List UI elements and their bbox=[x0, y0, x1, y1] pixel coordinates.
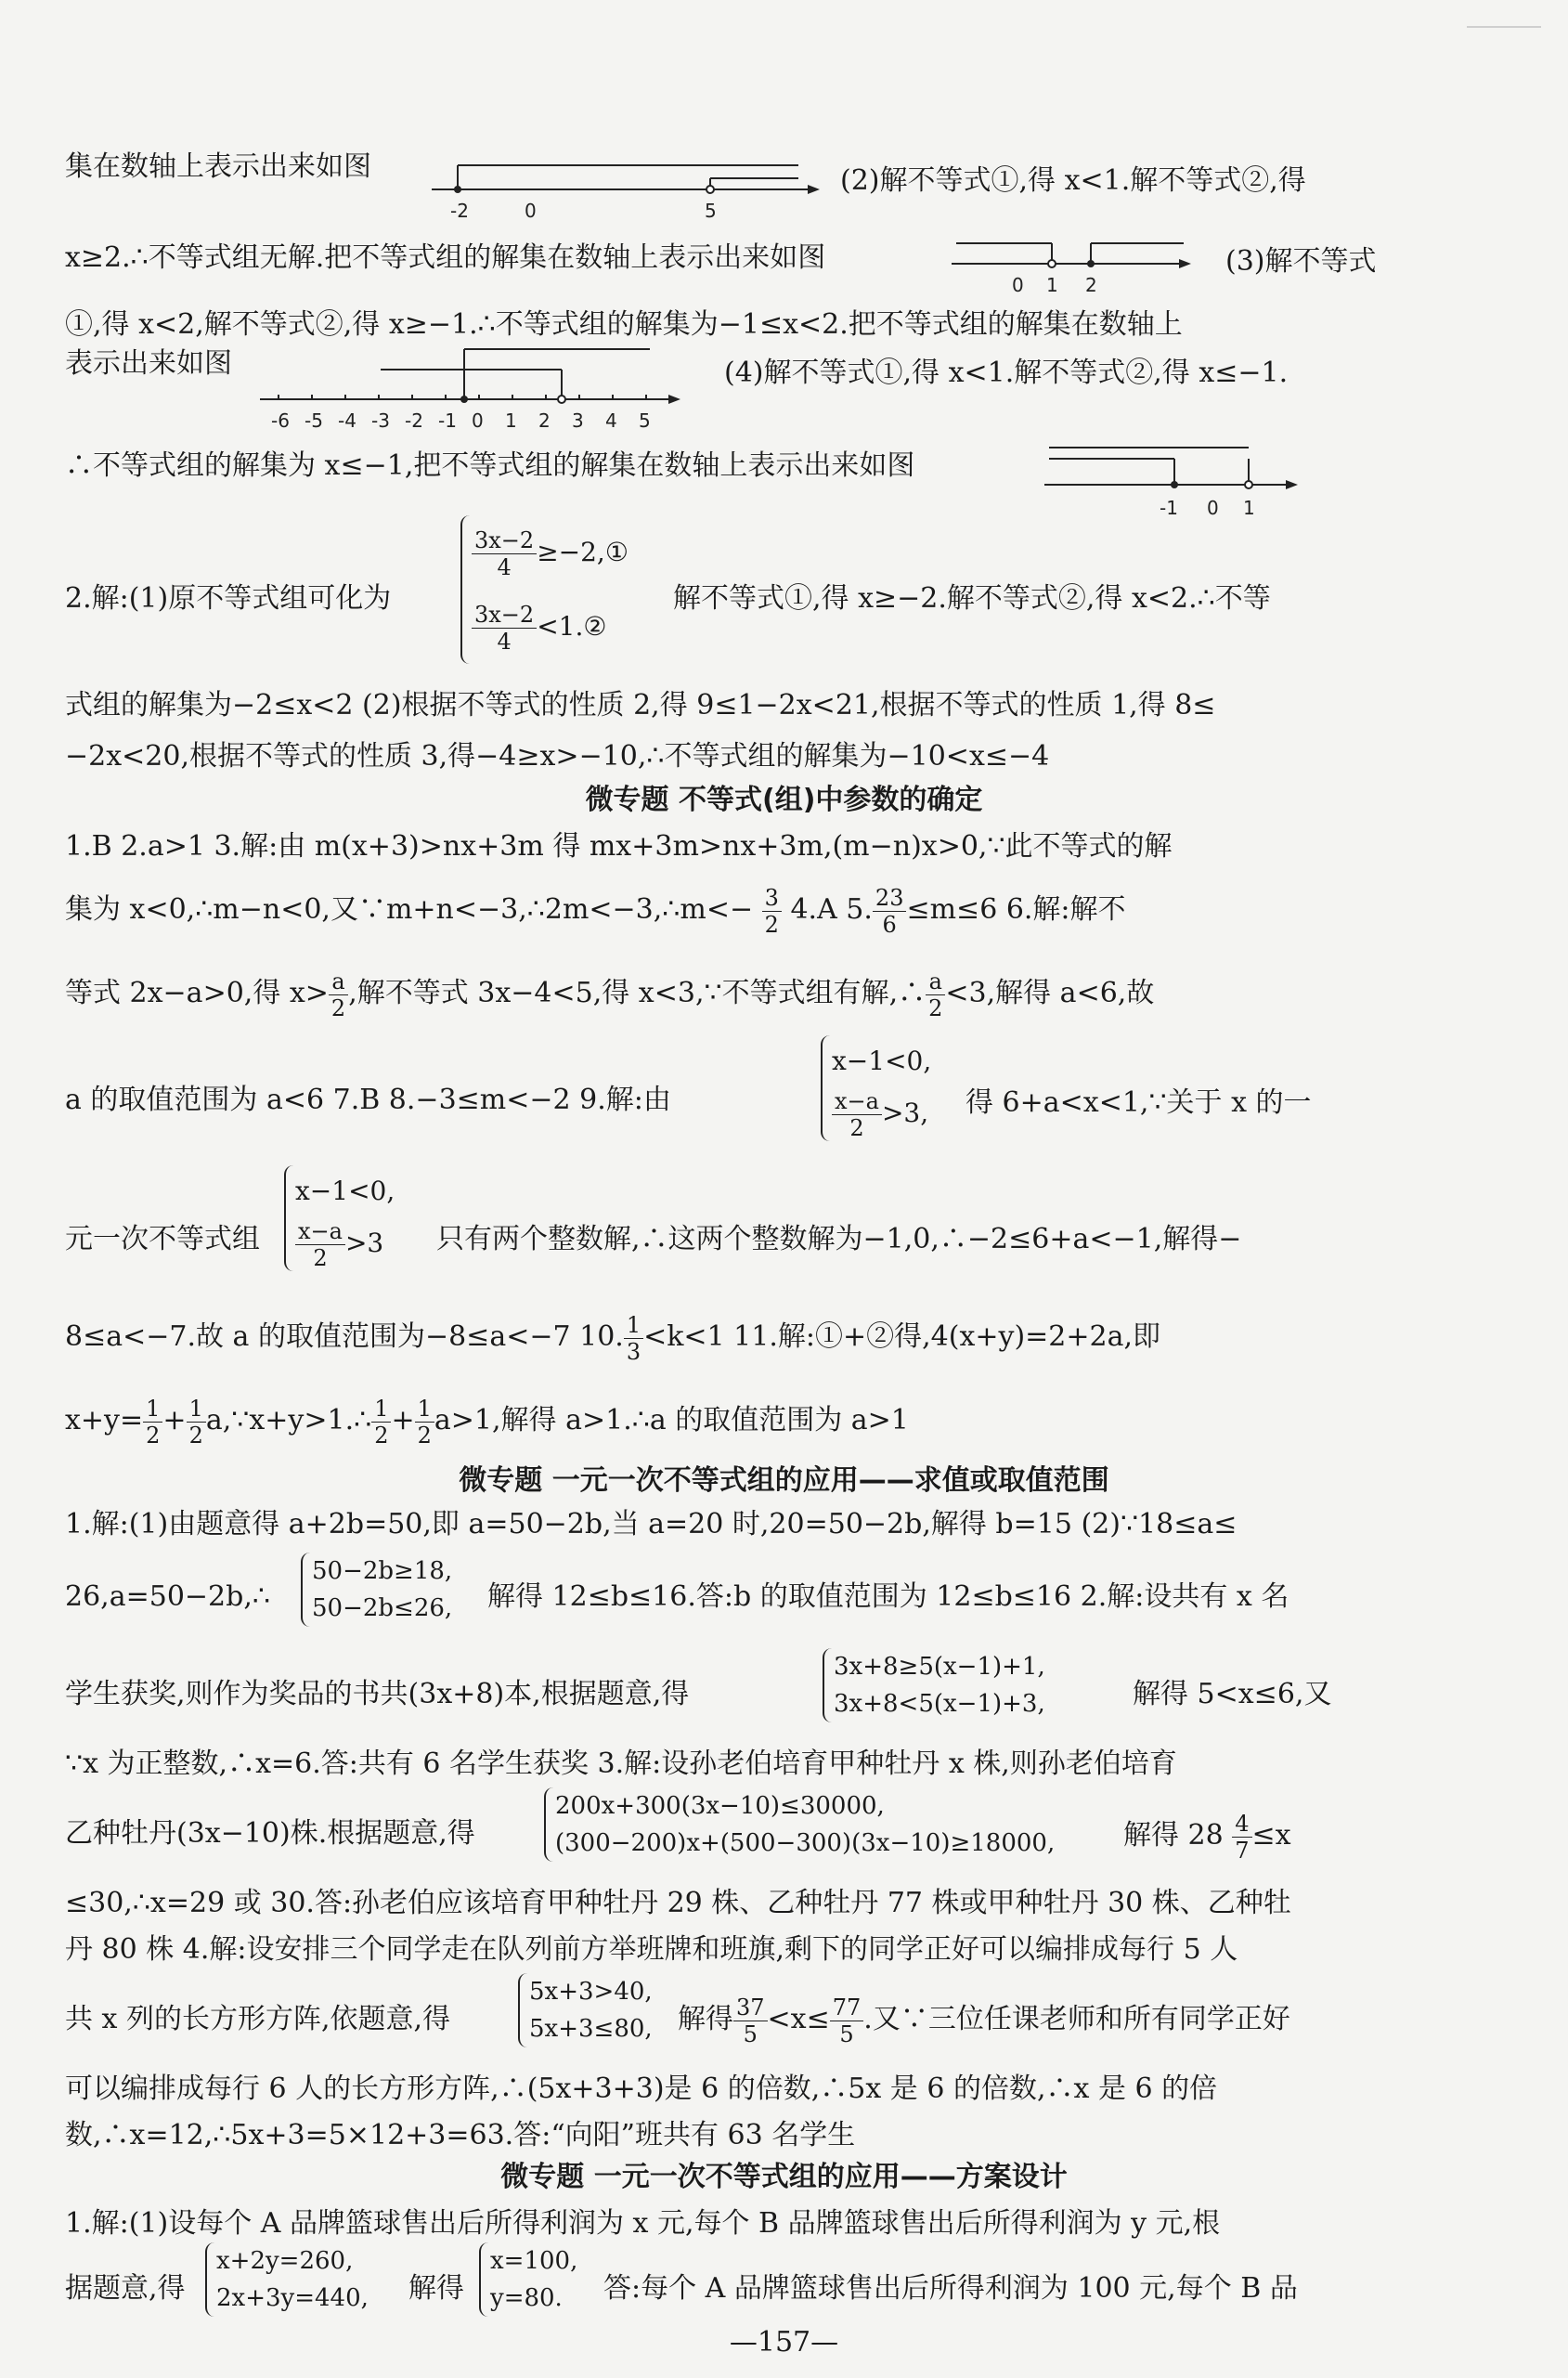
text: 元一次不等式组 bbox=[65, 1223, 260, 1255]
equation: 2x+3y=440, bbox=[216, 2284, 369, 2312]
text-line-19 bbox=[65, 1746, 1402, 1783]
text: <k<1 11.解:①+②得,4(x+y)=2+2a,即 bbox=[643, 1320, 1161, 1353]
fraction-denominator: 3 bbox=[626, 1338, 641, 1365]
fraction-numerator: a bbox=[926, 968, 945, 995]
number-line-1 bbox=[432, 149, 822, 227]
equation: 3x+8≥5(x−1)+1, bbox=[834, 1653, 1045, 1681]
text: (3)解不等式 bbox=[1225, 245, 1377, 278]
text-line-18b bbox=[1133, 1676, 1411, 1713]
fraction-numerator: 3x−2 bbox=[472, 602, 537, 629]
tick-label: -2 bbox=[450, 200, 469, 222]
fraction-numerator: 1 bbox=[143, 1396, 162, 1423]
fraction-numerator: 1 bbox=[187, 1396, 206, 1423]
text-line-15 bbox=[65, 1388, 1402, 1453]
equation: 50−2b≥18, bbox=[312, 1557, 453, 1585]
tick-label: -1 bbox=[1160, 497, 1178, 519]
system-7 bbox=[512, 1973, 658, 2047]
fraction-denominator: 2 bbox=[146, 1422, 161, 1449]
text: 解得 5<x≤6,又 bbox=[1133, 1678, 1332, 1710]
text-line-4b bbox=[724, 355, 1411, 392]
text-line-1b bbox=[840, 162, 1416, 200]
text: 乙种牡丹(3x−10)株.根据题意,得 bbox=[65, 1817, 475, 1850]
fraction-numerator: 4 bbox=[1232, 1811, 1251, 1838]
fraction-denominator: 2 bbox=[330, 994, 346, 1021]
tick-label: 1 bbox=[505, 409, 517, 432]
text-line-6b bbox=[673, 580, 1416, 617]
fraction-numerator: 3 bbox=[762, 885, 782, 912]
text-line-9 bbox=[65, 828, 1402, 865]
text: 表示出来如图 bbox=[65, 347, 232, 380]
fraction-denominator: 5 bbox=[839, 2021, 854, 2047]
text-line-24 bbox=[65, 2071, 1402, 2108]
text-line-8 bbox=[65, 738, 1402, 775]
fraction-denominator: 2 bbox=[764, 911, 779, 938]
page-number: —157— bbox=[729, 2326, 839, 2359]
number-line-4 bbox=[1044, 436, 1304, 524]
text-line-14 bbox=[65, 1305, 1402, 1370]
text: ≤x bbox=[1251, 1819, 1291, 1852]
tick-label: -2 bbox=[405, 409, 423, 432]
text: 集在数轴上表示出来如图 bbox=[65, 150, 371, 183]
text: a>1,解得 a>1.∴a 的取值范围为 a>1 bbox=[434, 1404, 909, 1436]
text: .又∵三位任课老师和所有同学正好 bbox=[863, 2003, 1290, 2035]
fraction-denominator: 2 bbox=[313, 1245, 328, 1271]
tick-label: 4 bbox=[605, 409, 617, 432]
tick-label: 1 bbox=[1046, 274, 1058, 296]
text: ①,得 x<2,解不等式②,得 x≥−1.∴不等式组的解集为−1≤x<2.把不等式组的解集在数轴上 bbox=[65, 308, 1183, 341]
text-line-13b bbox=[436, 1221, 1411, 1258]
text: −2x<20,根据不等式的性质 3,得−4≥x>−10,∴不等式组的解集为−10<x≤−4 bbox=[65, 740, 1050, 773]
tick-label: 1 bbox=[1243, 497, 1255, 519]
tick-label: 3 bbox=[572, 409, 584, 432]
text-line-25 bbox=[65, 2117, 1402, 2154]
fraction-numerator: 23 bbox=[873, 885, 907, 912]
fraction-denominator: 2 bbox=[849, 1115, 864, 1141]
text-line-3 bbox=[65, 306, 1402, 344]
tick-label: -4 bbox=[338, 409, 356, 432]
fraction-numerator: 3x−2 bbox=[472, 527, 537, 554]
equation: 3x+8<5(x−1)+3, bbox=[834, 1690, 1045, 1718]
tick-label: 2 bbox=[1085, 274, 1097, 296]
text: 集为 x<0,∴m−n<0,又∵m+n<−3,∴2m<−3,∴m<− bbox=[65, 893, 754, 926]
fraction-denominator: 2 bbox=[374, 1422, 389, 1449]
system-5 bbox=[817, 1648, 1051, 1722]
equation: 50−2b≤26, bbox=[312, 1594, 453, 1622]
fraction-denominator: 4 bbox=[497, 554, 512, 580]
text: 共 x 列的长方形方阵,依题意,得 bbox=[65, 2003, 451, 2035]
fraction-numerator: 37 bbox=[733, 1995, 768, 2021]
fraction-numerator: 1 bbox=[371, 1396, 391, 1423]
text: ∵x 为正整数,∴x=6.答:共有 6 名学生获奖 3.解:设孙老伯培育甲种牡丹 x 株,则孙老伯培育 bbox=[65, 1748, 1177, 1780]
text-line-10 bbox=[65, 877, 1402, 942]
section-heading-1: 微专题 不等式(组)中参数的确定 bbox=[585, 784, 983, 816]
system-3: x−1<0, $\frac{x-a}{2}$ >3 bbox=[279, 1165, 400, 1271]
fraction-denominator: 7 bbox=[1235, 1837, 1250, 1864]
text: ∴不等式组的解集为 x≤−1,把不等式组的解集在数轴上表示出来如图 bbox=[65, 449, 915, 482]
text: 只有两个整数解,∴这两个整数解为−1,0,∴−2≤6+a<−1,解得− bbox=[436, 1223, 1242, 1255]
text: 丹 80 株 4.解:设安排三个同学走在队列前方举班牌和班旗,剩下的同学正好可以编排成每行 5 人 bbox=[65, 1933, 1238, 1966]
text: 解得 bbox=[408, 2272, 464, 2305]
tick-label: 2 bbox=[538, 409, 551, 432]
equation: x−1<0, bbox=[832, 1046, 932, 1076]
equation: y=80. bbox=[490, 2284, 563, 2312]
fraction-numerator: a bbox=[329, 968, 348, 995]
system-6 bbox=[538, 1787, 1060, 1862]
text: 1.解:(1)设每个 A 品牌篮球售出后所得利润为 x 元,每个 B 品牌篮球售出后所得利润为 y 元,根 bbox=[65, 2207, 1221, 2240]
tick-label: -3 bbox=[371, 409, 390, 432]
system-4 bbox=[295, 1553, 458, 1627]
text: x+y= bbox=[65, 1404, 144, 1436]
tick-label: -1 bbox=[438, 409, 457, 432]
tick-label: 0 bbox=[525, 200, 537, 222]
fraction-numerator: x−a bbox=[295, 1218, 345, 1245]
equation: 5x+3>40, bbox=[529, 1978, 653, 2006]
text-line-27c bbox=[603, 2270, 1411, 2307]
text: 1.解:(1)由题意得 a+2b=50,即 a=50−2b,当 a=20 时,20=50−2b,解得 b=15 (2)∵18≤a≤ bbox=[65, 1508, 1238, 1540]
text-line-20b bbox=[1123, 1806, 1411, 1865]
text: 2.解:(1)原不等式组可化为 bbox=[65, 582, 392, 615]
section-heading-2: 微专题 一元一次不等式组的应用——求值或取值范围 bbox=[459, 1464, 1109, 1497]
text: <3,解得 a<6,故 bbox=[945, 977, 1155, 1009]
text: 解得 28 bbox=[1123, 1819, 1224, 1852]
text: 数,∴x=12,∴5x+3=5×12+3=63.答:“向阳”班共有 63 名学生 bbox=[65, 2119, 856, 2151]
tick-label: -6 bbox=[271, 409, 290, 432]
text: 解得 12≤b≤16.答:b 的取值范围为 12≤b≤16 2.解:设共有 x 名 bbox=[487, 1580, 1289, 1613]
system-2: x−1<0, $\frac{x-a}{2}$ >3, bbox=[815, 1035, 937, 1141]
fraction-denominator: 2 bbox=[188, 1422, 203, 1449]
text: 解得 bbox=[678, 2003, 733, 2035]
text-line-2 bbox=[65, 240, 1402, 277]
text: 1.B 2.a>1 3.解:由 m(x+3)>nx+3m 得 mx+3m>nx+3m,(m−n)x>0,∵此不等式的解 bbox=[65, 830, 1173, 863]
fraction-numerator: 1 bbox=[415, 1396, 434, 1423]
fraction-denominator: 5 bbox=[743, 2021, 758, 2047]
equation: 200x+300(3x−10)≤30000, bbox=[555, 1792, 885, 1820]
text: ≤m≤6 6.解:解不 bbox=[906, 893, 1126, 926]
fraction-denominator: 2 bbox=[417, 1422, 432, 1449]
text: + bbox=[391, 1404, 415, 1436]
text: ≤30,∴x=29 或 30.答:孙老伯应该培育甲种牡丹 29 株、乙种牡丹 77 株或甲种牡丹 30 株、乙种牡 bbox=[65, 1887, 1291, 1919]
tick-label: 0 bbox=[1012, 274, 1024, 296]
text-line-11 bbox=[65, 961, 1402, 1026]
text: 学生获奖,则作为奖品的书共(3x+8)本,根据题意,得 bbox=[65, 1678, 690, 1710]
text: 答:每个 A 品牌篮球售出后所得利润为 100 元,每个 B 品 bbox=[603, 2272, 1298, 2305]
text: 8≤a<−7.故 a 的取值范围为−8≤a<−7 10. bbox=[65, 1320, 624, 1353]
text: (4)解不等式①,得 x<1.解不等式②,得 x≤−1. bbox=[724, 357, 1289, 389]
text: 解不等式①,得 x≥−2.解不等式②,得 x<2.∴不等 bbox=[673, 582, 1271, 615]
text: 26,a=50−2b,∴ bbox=[65, 1580, 270, 1613]
equation: (300−200)x+(500−300)(3x−10)≥18000, bbox=[555, 1829, 1056, 1857]
fraction-numerator: 1 bbox=[624, 1312, 643, 1339]
fraction-numerator: 77 bbox=[830, 1995, 864, 2021]
equation: x+2y=260, bbox=[216, 2247, 354, 2275]
text: 等式 2x−a>0,得 x> bbox=[65, 977, 329, 1009]
text: 据题意,得 bbox=[65, 2272, 186, 2305]
text-line-22 bbox=[65, 1931, 1402, 1969]
text: x≥2.∴不等式组无解.把不等式组的解集在数轴上表示出来如图 bbox=[65, 241, 826, 274]
system-9 bbox=[473, 2242, 583, 2317]
text: + bbox=[162, 1404, 187, 1436]
text: 可以编排成每行 6 人的长方形方阵,∴(5x+3+3)是 6 的倍数,∴5x 是 6 的倍数,∴x 是 6 的倍 bbox=[65, 2073, 1218, 2105]
text: <x≤ bbox=[767, 2003, 830, 2035]
text: a 的取值范围为 a<6 7.B 8.−3≤m<−2 9.解:由 bbox=[65, 1084, 671, 1116]
text: (2)解不等式①,得 x<1.解不等式②,得 bbox=[840, 164, 1306, 197]
text: 4.A 5. bbox=[790, 893, 873, 926]
text-line-26 bbox=[65, 2205, 1402, 2242]
tick-label: -5 bbox=[305, 409, 323, 432]
text-line-16 bbox=[65, 1506, 1402, 1543]
fraction-denominator: 4 bbox=[497, 629, 512, 655]
text-line-12b bbox=[965, 1085, 1411, 1122]
system-1: $\frac{3x-2}{4}$ ≥−2,① $\frac{3x-2}{4}$ <1.② bbox=[455, 515, 634, 664]
text: ,解不等式 3x−4<5,得 x<3,∵不等式组有解,∴ bbox=[348, 977, 927, 1009]
text-line-7 bbox=[65, 687, 1402, 724]
text: 得 6+a<x<1,∵关于 x 的一 bbox=[965, 1086, 1312, 1119]
equation: x−1<0, bbox=[295, 1176, 395, 1206]
page-edge-mark bbox=[1467, 26, 1541, 28]
system-8 bbox=[200, 2242, 374, 2317]
fraction-denominator: 6 bbox=[882, 911, 897, 938]
fraction-denominator: 2 bbox=[928, 994, 943, 1021]
tick-label: 0 bbox=[1207, 497, 1219, 519]
tick-label: 0 bbox=[472, 409, 484, 432]
tick-label: 5 bbox=[639, 409, 651, 432]
text: 式组的解集为−2≤x<2 (2)根据不等式的性质 2,得 9≤1−2x<21,根据不等式的性质 1,得 8≤ bbox=[65, 689, 1216, 721]
text-line-17b bbox=[487, 1579, 1416, 1616]
equation: x=100, bbox=[490, 2247, 578, 2275]
number-line-2 bbox=[952, 223, 1193, 301]
section-heading-3: 微专题 一元一次不等式组的应用——方案设计 bbox=[500, 2161, 1068, 2193]
text: a,∵x+y>1.∴ bbox=[205, 1404, 372, 1436]
equation: 5x+3≤80, bbox=[529, 2015, 653, 2043]
tick-label: 5 bbox=[705, 200, 717, 222]
text-line-2b bbox=[1225, 243, 1411, 280]
text-line-23b bbox=[678, 1987, 1411, 2052]
fraction-numerator: x−a bbox=[832, 1088, 882, 1115]
text-line-21 bbox=[65, 1885, 1402, 1922]
number-line-3 bbox=[260, 344, 687, 440]
